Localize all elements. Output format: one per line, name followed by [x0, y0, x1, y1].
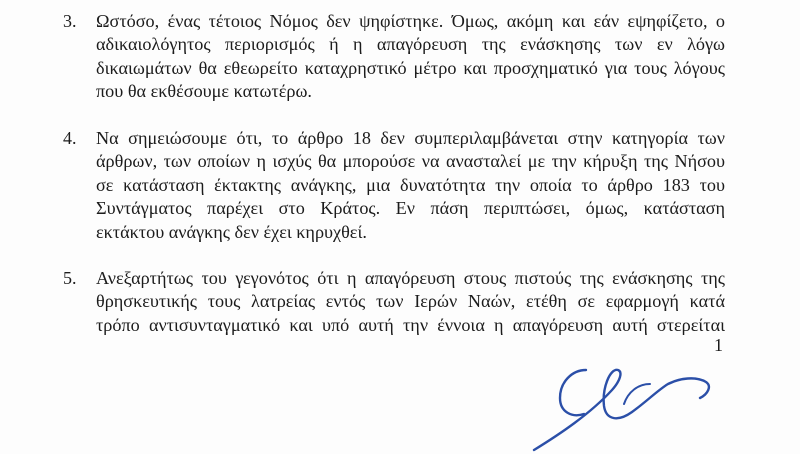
- paragraph-line: εκτάκτου ανάγκης δεν έχει κηρυχθεί.: [96, 221, 367, 242]
- paragraph-number: 5.: [63, 268, 77, 288]
- paragraph-number: 4.: [63, 128, 77, 148]
- paragraph-line: που θα εκθέσουμε κατωτέρω.: [96, 81, 312, 102]
- paragraph-line: Ωστόσο, ένας τέτοιος Νόμος δεν ψηφίστηκε. Όμως, ακόμη και εάν εψηφίζετο, ο: [96, 11, 725, 31]
- paragraph-line: θρησκευτικής τους λατρείας εντός των Ιερών Ναών, ετέθη σε εφαρμογή κατά: [96, 291, 725, 312]
- paragraph-number: 3.: [63, 11, 77, 31]
- paragraph-3: [63, 10, 725, 104]
- paragraph-line: αδικαιολόγητος περιορισμός ή η απαγόρευση της ενάσκησης των εν λόγω: [96, 34, 725, 55]
- paragraph-line: σε κατάσταση έκτακτης ανάγκης, μια δυνατότητα την οποία το άρθρο 183 του: [96, 174, 725, 195]
- paragraph-line: άρθρων, των οποίων η ισχύς θα μπορούσε να ανασταλεί με την κήρυξη της Νήσου: [96, 151, 725, 172]
- paragraph-line: τρόπο αντισυνταγματικό και υπό αυτή την έννοια η απαγόρευση αυτή στερείται: [96, 314, 725, 335]
- paragraph-line: Ανεξαρτήτως του γεγονότος ότι η απαγόρευση στους πιστούς της ενάσκησης της: [96, 268, 725, 288]
- paragraph-line: Συντάγματος παρέχει στο Κράτος. Εν πάση περιπτώσει, όμως, κατάσταση: [96, 198, 725, 219]
- signature-icon: [520, 348, 720, 454]
- paragraph-line: δικαιωμάτων θα εθεωρείτο καταχρηστικό μέτρο και προσχηματικό για τους λόγους: [96, 57, 725, 78]
- paragraph-line: Να σημειώσουμε ότι, το άρθρο 18 δεν συμπεριλαμβάνεται στην κατηγορία των: [96, 128, 725, 148]
- paragraph-4: [63, 127, 725, 244]
- paragraph-5: [63, 267, 725, 337]
- page-number: 1: [714, 335, 723, 355]
